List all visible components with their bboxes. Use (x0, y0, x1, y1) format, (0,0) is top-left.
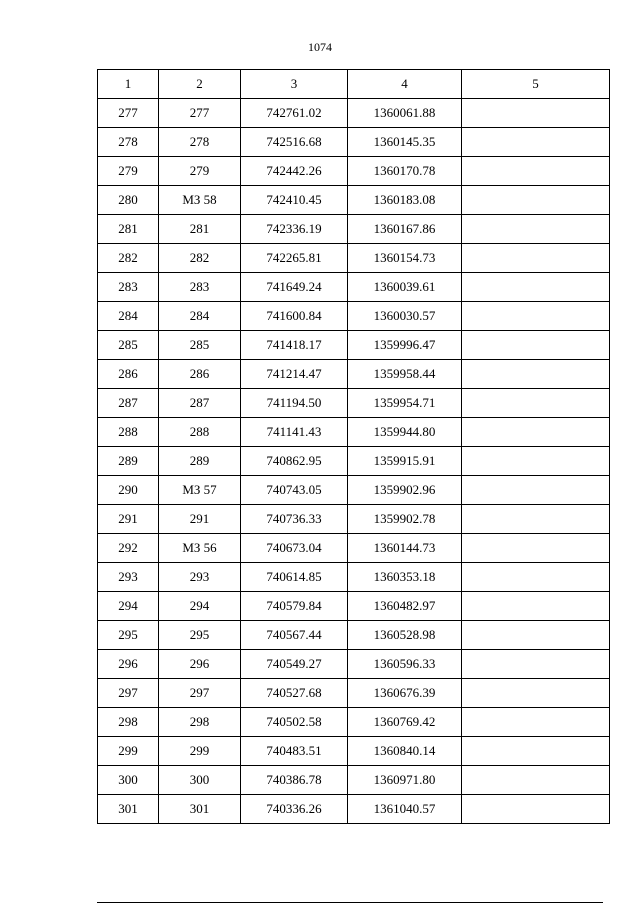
table-cell-col-5 (462, 331, 610, 360)
table-cell-col-2: 301 (159, 795, 241, 824)
table-cell-col-5 (462, 360, 610, 389)
table-cell-col-1: 290 (98, 476, 159, 505)
header-cell-3: 3 (241, 70, 348, 99)
table-cell-col-1: 286 (98, 360, 159, 389)
table-cell-col-3: 740567.44 (241, 621, 348, 650)
table-cell-col-4: 1359944.80 (348, 418, 462, 447)
table-cell-col-1: 282 (98, 244, 159, 273)
table-cell-col-1: 280 (98, 186, 159, 215)
table-cell-col-2: 299 (159, 737, 241, 766)
table-cell-col-3: 740336.26 (241, 795, 348, 824)
table-cell-col-5 (462, 505, 610, 534)
table-cell-col-4: 1360154.73 (348, 244, 462, 273)
table-cell-col-4: 1360596.33 (348, 650, 462, 679)
table-cell-col-3: 742516.68 (241, 128, 348, 157)
table-cell-col-1: 298 (98, 708, 159, 737)
table-cell-col-3: 742410.45 (241, 186, 348, 215)
table-cell-col-3: 742761.02 (241, 99, 348, 128)
header-cell-1: 1 (98, 70, 159, 99)
table-cell-col-1: 294 (98, 592, 159, 621)
table-cell-col-4: 1360183.08 (348, 186, 462, 215)
table-cell-col-5 (462, 476, 610, 505)
table-cell-col-5 (462, 244, 610, 273)
table-cell-col-1: 292 (98, 534, 159, 563)
table-cell-col-3: 740673.04 (241, 534, 348, 563)
table-body (98, 99, 610, 824)
table-cell-col-5 (462, 99, 610, 128)
table-cell-col-1: 287 (98, 389, 159, 418)
table-cell-col-2: 277 (159, 99, 241, 128)
table-cell-col-3: 742336.19 (241, 215, 348, 244)
table-cell-col-5 (462, 273, 610, 302)
table-row (98, 795, 610, 824)
table-cell-col-1: 295 (98, 621, 159, 650)
table-cell-col-2: 289 (159, 447, 241, 476)
table-cell-col-2: 288 (159, 418, 241, 447)
table-cell-col-1: 278 (98, 128, 159, 157)
table-cell-col-5 (462, 389, 610, 418)
table-cell-col-1: 293 (98, 563, 159, 592)
table-cell-col-2: МЗ 57 (159, 476, 241, 505)
table-row (98, 128, 610, 157)
table-row (98, 650, 610, 679)
table-cell-col-5 (462, 563, 610, 592)
table-cell-col-2: 297 (159, 679, 241, 708)
table-cell-col-5 (462, 215, 610, 244)
table-cell-col-4: 1360676.39 (348, 679, 462, 708)
table-cell-col-3: 740549.27 (241, 650, 348, 679)
table-cell-col-4: 1360528.98 (348, 621, 462, 650)
table-cell-col-2: 293 (159, 563, 241, 592)
table-cell-col-4: 1360061.88 (348, 99, 462, 128)
table-row (98, 418, 610, 447)
table-cell-col-5 (462, 592, 610, 621)
table-cell-col-4: 1360769.42 (348, 708, 462, 737)
table-cell-col-4: 1360167.86 (348, 215, 462, 244)
table-header (98, 70, 610, 99)
table-cell-col-2: 282 (159, 244, 241, 273)
table-cell-col-4: 1361040.57 (348, 795, 462, 824)
table-cell-col-5 (462, 621, 610, 650)
table-cell-col-2: 291 (159, 505, 241, 534)
table-row (98, 737, 610, 766)
table-cell-col-4: 1360030.57 (348, 302, 462, 331)
table-cell-col-3: 741194.50 (241, 389, 348, 418)
table-row (98, 534, 610, 563)
table-cell-col-4: 1360039.61 (348, 273, 462, 302)
table-cell-col-2: 287 (159, 389, 241, 418)
table-cell-col-2: МЗ 56 (159, 534, 241, 563)
table-cell-col-2: 278 (159, 128, 241, 157)
table-cell-col-3: 741418.17 (241, 331, 348, 360)
table-cell-col-1: 279 (98, 157, 159, 186)
table-row (98, 476, 610, 505)
table-cell-col-1: 291 (98, 505, 159, 534)
table-cell-col-1: 299 (98, 737, 159, 766)
table-cell-col-4: 1360144.73 (348, 534, 462, 563)
table-cell-col-3: 740614.85 (241, 563, 348, 592)
table-row (98, 447, 610, 476)
table-row (98, 302, 610, 331)
table-row (98, 99, 610, 128)
table-cell-col-2: 295 (159, 621, 241, 650)
table-cell-col-5 (462, 795, 610, 824)
table-cell-col-2: 285 (159, 331, 241, 360)
table-cell-col-4: 1360840.14 (348, 737, 462, 766)
table-cell-col-2: 283 (159, 273, 241, 302)
table-row (98, 592, 610, 621)
table-cell-col-5 (462, 128, 610, 157)
table-cell-col-2: 294 (159, 592, 241, 621)
coordinates-table (97, 69, 610, 824)
table-cell-col-2: 286 (159, 360, 241, 389)
table-row (98, 360, 610, 389)
table-cell-col-2: 281 (159, 215, 241, 244)
table-cell-col-1: 277 (98, 99, 159, 128)
table-cell-col-1: 297 (98, 679, 159, 708)
table-cell-col-2: МЗ 58 (159, 186, 241, 215)
header-row (98, 70, 610, 99)
table-cell-col-5 (462, 534, 610, 563)
table-cell-col-5 (462, 708, 610, 737)
table-cell-col-1: 281 (98, 215, 159, 244)
table-cell-col-4: 1359958.44 (348, 360, 462, 389)
table-row (98, 621, 610, 650)
table-cell-col-4: 1360482.97 (348, 592, 462, 621)
table-cell-col-5 (462, 447, 610, 476)
footer-divider (97, 902, 603, 903)
table-row (98, 215, 610, 244)
table-row (98, 505, 610, 534)
table-cell-col-3: 741600.84 (241, 302, 348, 331)
table-cell-col-3: 741141.43 (241, 418, 348, 447)
table-cell-col-5 (462, 737, 610, 766)
table-cell-col-3: 740862.95 (241, 447, 348, 476)
header-cell-4: 4 (348, 70, 462, 99)
table-row (98, 766, 610, 795)
table-cell-col-4: 1359902.96 (348, 476, 462, 505)
table-cell-col-1: 296 (98, 650, 159, 679)
table-cell-col-2: 279 (159, 157, 241, 186)
header-cell-2: 2 (159, 70, 241, 99)
table-cell-col-1: 288 (98, 418, 159, 447)
table-cell-col-5 (462, 186, 610, 215)
table-cell-col-3: 740386.78 (241, 766, 348, 795)
table-cell-col-5 (462, 302, 610, 331)
table-cell-col-3: 740502.58 (241, 708, 348, 737)
table-cell-col-2: 284 (159, 302, 241, 331)
table-cell-col-5 (462, 157, 610, 186)
table-cell-col-4: 1359996.47 (348, 331, 462, 360)
table-row (98, 186, 610, 215)
table-cell-col-4: 1360353.18 (348, 563, 462, 592)
table-cell-col-5 (462, 679, 610, 708)
table-cell-col-2: 298 (159, 708, 241, 737)
page-number: 1074 (308, 40, 332, 54)
table-cell-col-1: 285 (98, 331, 159, 360)
table-cell-col-1: 300 (98, 766, 159, 795)
table-row (98, 679, 610, 708)
table-cell-col-1: 283 (98, 273, 159, 302)
table-cell-col-4: 1360170.78 (348, 157, 462, 186)
table-cell-col-5 (462, 766, 610, 795)
table-cell-col-3: 740736.33 (241, 505, 348, 534)
table-cell-col-3: 740743.05 (241, 476, 348, 505)
table-row (98, 273, 610, 302)
table-row (98, 708, 610, 737)
table-cell-col-1: 289 (98, 447, 159, 476)
table-cell-col-3: 742265.81 (241, 244, 348, 273)
table-cell-col-3: 741649.24 (241, 273, 348, 302)
table-cell-col-1: 284 (98, 302, 159, 331)
table-cell-col-2: 300 (159, 766, 241, 795)
table-cell-col-3: 740579.84 (241, 592, 348, 621)
table-cell-col-5 (462, 650, 610, 679)
table-row (98, 157, 610, 186)
header-cell-5: 5 (462, 70, 610, 99)
table-cell-col-3: 742442.26 (241, 157, 348, 186)
table-row (98, 244, 610, 273)
table-cell-col-4: 1359915.91 (348, 447, 462, 476)
table-row (98, 389, 610, 418)
table-cell-col-3: 741214.47 (241, 360, 348, 389)
table-cell-col-4: 1360971.80 (348, 766, 462, 795)
table-cell-col-4: 1360145.35 (348, 128, 462, 157)
table-row (98, 331, 610, 360)
table-cell-col-3: 740527.68 (241, 679, 348, 708)
table-cell-col-2: 296 (159, 650, 241, 679)
table-cell-col-4: 1359954.71 (348, 389, 462, 418)
table-cell-col-5 (462, 418, 610, 447)
table-cell-col-1: 301 (98, 795, 159, 824)
table-cell-col-4: 1359902.78 (348, 505, 462, 534)
table-cell-col-3: 740483.51 (241, 737, 348, 766)
table-row (98, 563, 610, 592)
